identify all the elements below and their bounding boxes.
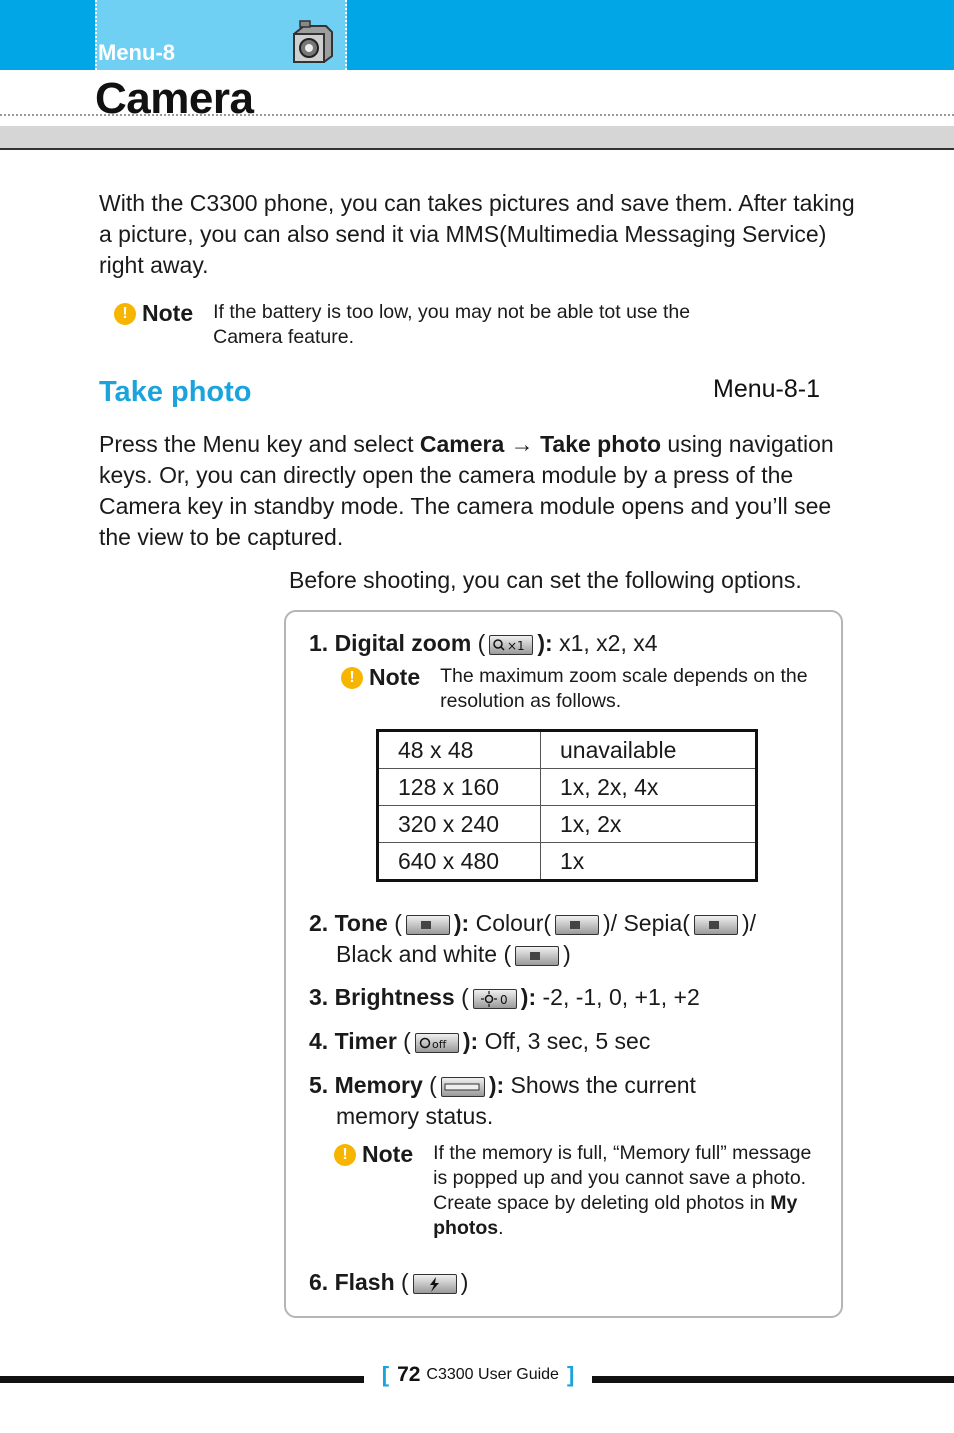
- option-tone: 2. Tone ( ): Colour( )/ Sepia( )/ Black and white ( ): [309, 910, 757, 967]
- note-label: Note: [142, 300, 194, 326]
- note-text: [433, 1141, 824, 1241]
- option-label: 3. Brightness: [309, 984, 455, 1010]
- bold-take-photo: Take photo: [540, 431, 662, 457]
- zoom-cell: 1x: [541, 843, 757, 881]
- text: If the memory is full, “Memory full” message is popped up and you cannot save a photo. Create space by deleting old photos in: [433, 1142, 812, 1214]
- option-value: memory status.: [336, 1103, 494, 1129]
- footer-rule-left: [0, 1376, 364, 1383]
- bracket-left: [: [381, 1362, 390, 1387]
- section-title: Take photo: [99, 376, 252, 408]
- option-timer: 4. Timer ( off ): Off, 3 sec, 5 sec: [309, 1028, 651, 1054]
- take-photo-paragraph: [99, 429, 859, 553]
- page-number: 72: [397, 1363, 421, 1386]
- option-digital-zoom: [309, 628, 658, 659]
- arrow: →: [504, 431, 541, 457]
- option-label: 5. Memory: [309, 1072, 423, 1098]
- text: Black and white (: [336, 941, 512, 967]
- footer-rule-right: [592, 1376, 954, 1383]
- text: .: [498, 1217, 504, 1239]
- brightness-icon: [473, 989, 517, 1009]
- zoom-cell: 1x, 2x, 4x: [541, 769, 757, 806]
- tone-icon: [406, 915, 450, 935]
- before-shooting: Before shooting, you can set the following options.: [289, 567, 802, 593]
- section-ref: Menu-8-1: [713, 375, 820, 403]
- option-value: Shows the current: [510, 1072, 696, 1098]
- note-battery: [114, 300, 754, 350]
- option-memory: 5. Memory ( ): Shows the current memory status.: [309, 1072, 696, 1129]
- option-brightness: 3. Brightness ( 0 ): -2, -1, 0, +1, +2: [309, 984, 700, 1010]
- option-value: x1, x2, x4: [559, 630, 658, 656]
- zoom-table: [376, 729, 758, 882]
- text: )/: [741, 910, 757, 936]
- guide-title: C3300 User Guide: [426, 1366, 559, 1383]
- resolution-cell: 320 x 240: [378, 806, 541, 843]
- option-label: 2. Tone: [309, 910, 388, 936]
- note-label: Note: [362, 1141, 414, 1167]
- resolution-cell: 640 x 480: [378, 843, 541, 881]
- paren: (: [471, 630, 486, 656]
- table-row: [378, 806, 757, 843]
- table-row: [378, 843, 757, 881]
- exclamation-icon: !: [341, 667, 363, 689]
- intro-paragraph: With the C3300 phone, you can takes pictures and save them. After taking a picture, you can also send it via MMS(Multimedia Messaging Service) right away.: [99, 190, 855, 278]
- menu-label: Menu-8: [98, 40, 175, 65]
- footer: [364, 1362, 592, 1388]
- text: Press the Menu key and select: [99, 431, 420, 457]
- option-label: 6. Flash: [309, 1269, 395, 1295]
- memory-icon: [441, 1077, 485, 1097]
- text: Colour(: [475, 910, 552, 936]
- text: ): [460, 1269, 469, 1295]
- exclamation-icon: !: [114, 303, 136, 325]
- svg-text:0: 0: [499, 992, 508, 1007]
- note-memory: [334, 1141, 824, 1241]
- option-value: Off, 3 sec, 5 sec: [484, 1028, 651, 1054]
- colour-icon: [555, 915, 599, 935]
- paren: ):: [537, 630, 560, 656]
- gray-band: [0, 126, 954, 150]
- black-white-icon: [515, 946, 559, 966]
- zoom-cell: 1x, 2x: [541, 806, 757, 843]
- table-row: [378, 769, 757, 806]
- zoom-icon: [489, 635, 533, 655]
- bold-my-photos: My photos: [433, 1192, 798, 1239]
- option-label: 4. Timer: [309, 1028, 397, 1054]
- resolution-cell: 128 x 160: [378, 769, 541, 806]
- flash-icon: [413, 1274, 457, 1294]
- exclamation-icon: !: [334, 1144, 356, 1166]
- text: )/ Sepia(: [603, 910, 690, 936]
- option-flash: 6. Flash ( ): [309, 1269, 469, 1295]
- text: ): [563, 941, 571, 967]
- note-text: The maximum zoom scale depends on the resolution as follows.: [440, 665, 808, 712]
- timer-icon: [415, 1033, 459, 1053]
- bold-camera: Camera: [419, 431, 505, 457]
- text: using navigation keys. Or, you can directly open the camera module by a press of the Camera key in standby mode. The camera module opens and you’ll see the view to be captured.: [99, 431, 834, 550]
- note-zoom: [341, 664, 831, 714]
- svg-text:off: off: [431, 1037, 447, 1051]
- bracket-right: ]: [566, 1362, 575, 1387]
- note-label: Note: [369, 664, 421, 690]
- table-row: [378, 731, 757, 769]
- zoom-cell: unavailable: [541, 731, 757, 769]
- camera-icon: [290, 18, 334, 64]
- option-label: 1. Digital zoom: [309, 630, 472, 656]
- svg-text:×1: ×1: [507, 638, 526, 653]
- dotted-divider: [0, 114, 954, 116]
- note-text: If the battery is too low, you may not be able tot use the Camera feature.: [213, 301, 691, 348]
- sepia-icon: [694, 915, 738, 935]
- page-title: Camera: [95, 74, 254, 123]
- option-value: -2, -1, 0, +1, +2: [542, 984, 700, 1010]
- resolution-cell: 48 x 48: [378, 731, 541, 769]
